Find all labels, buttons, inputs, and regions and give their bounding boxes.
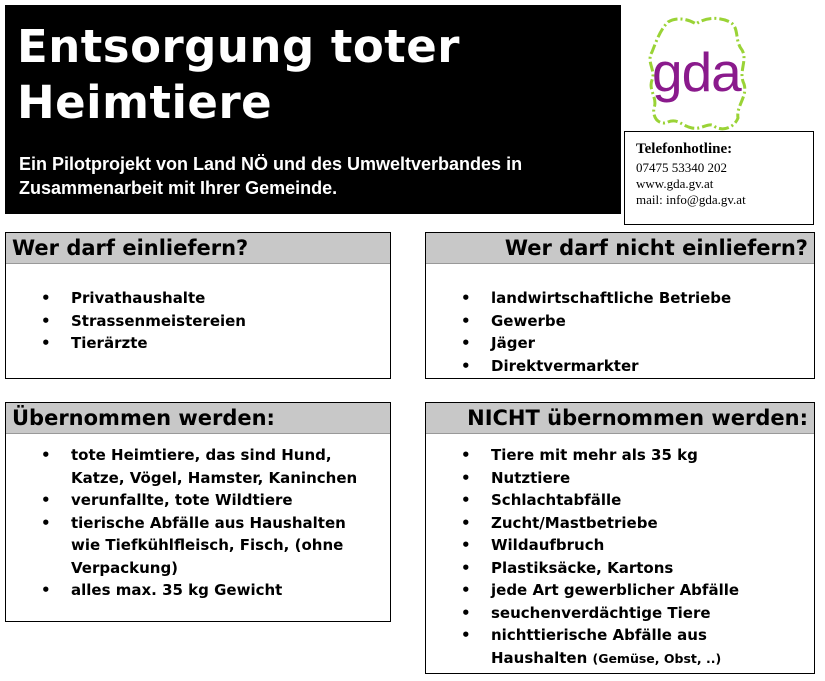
- accepted-box: [5, 402, 391, 622]
- list-item: • Tiere mit mehr als 35 kg: [426, 444, 814, 467]
- accepted-title: Übernommen werden:: [6, 403, 390, 434]
- email: mail: info@gda.gv.at: [636, 192, 746, 207]
- header-banner: [5, 5, 621, 214]
- list-item: • Nutztiere: [426, 467, 814, 490]
- list-item-suffix: (Gemüse, Obst, ..): [592, 650, 722, 666]
- who-may-not-title: Wer darf nicht einliefern?: [426, 233, 814, 264]
- contact-box: [624, 131, 814, 225]
- list-item: • Zucht/Mastbetriebe: [426, 512, 814, 535]
- list-item: • Strassenmeistereien: [6, 310, 390, 333]
- list-item: • seuchenverdächtige Tiere: [426, 602, 814, 625]
- who-may-not-box: [425, 232, 815, 379]
- not-accepted-list: [426, 444, 814, 670]
- hotline-phone: 07475 53340 202: [636, 160, 727, 175]
- title-line-2: Heimtiere: [17, 76, 273, 129]
- website: www.gda.gv.at: [636, 176, 714, 191]
- page-title: [17, 19, 460, 131]
- list-item: • Tierärzte: [6, 332, 390, 355]
- list-item: • tote Heimtiere, das sind Hund, Katze, Vögel, Hamster, Kaninchen: [6, 444, 370, 489]
- list-item: • alles max. 35 kg Gewicht: [6, 579, 370, 602]
- list-item: • Schlachtabfälle: [426, 489, 814, 512]
- list-item: • tierische Abfälle aus Haushalten wie Tiefkühlfleisch, Fisch, (ohne Verpackung): [6, 512, 370, 580]
- list-item: • landwirtschaftliche Betriebe: [426, 287, 814, 310]
- list-item: • Jäger: [426, 332, 814, 355]
- gda-logo-text: gda: [652, 41, 741, 103]
- who-may-not-list: [426, 287, 814, 377]
- list-item: [426, 624, 741, 670]
- title-line-1: Entsorgung toter: [17, 20, 460, 73]
- list-item: • Direktvermarkter: [426, 355, 814, 378]
- list-item: • Wildaufbruch: [426, 534, 814, 557]
- list-item: • Plastiksäcke, Kartons: [426, 557, 814, 580]
- who-may-box: [5, 232, 391, 379]
- list-item-text: nichttierische Abfälle aus Haushalten: [491, 626, 707, 667]
- list-item: • Privathaushalte: [6, 287, 390, 310]
- not-accepted-box: [425, 402, 815, 674]
- list-item: • verunfallte, tote Wildtiere: [6, 489, 370, 512]
- list-item: • Gewerbe: [426, 310, 814, 333]
- accepted-list: [6, 444, 390, 602]
- who-may-list: [6, 287, 390, 355]
- who-may-title: Wer darf einliefern?: [6, 233, 390, 264]
- list-item: • jede Art gewerblicher Abfälle: [426, 579, 814, 602]
- not-accepted-title: NICHT übernommen werden:: [426, 403, 814, 434]
- subtitle: Ein Pilotprojekt von Land NÖ und des Umweltverbandes in Zusammenarbeit mit Ihrer Gemeinde.: [19, 154, 523, 198]
- hotline-heading: Telefonhotline:: [636, 141, 733, 157]
